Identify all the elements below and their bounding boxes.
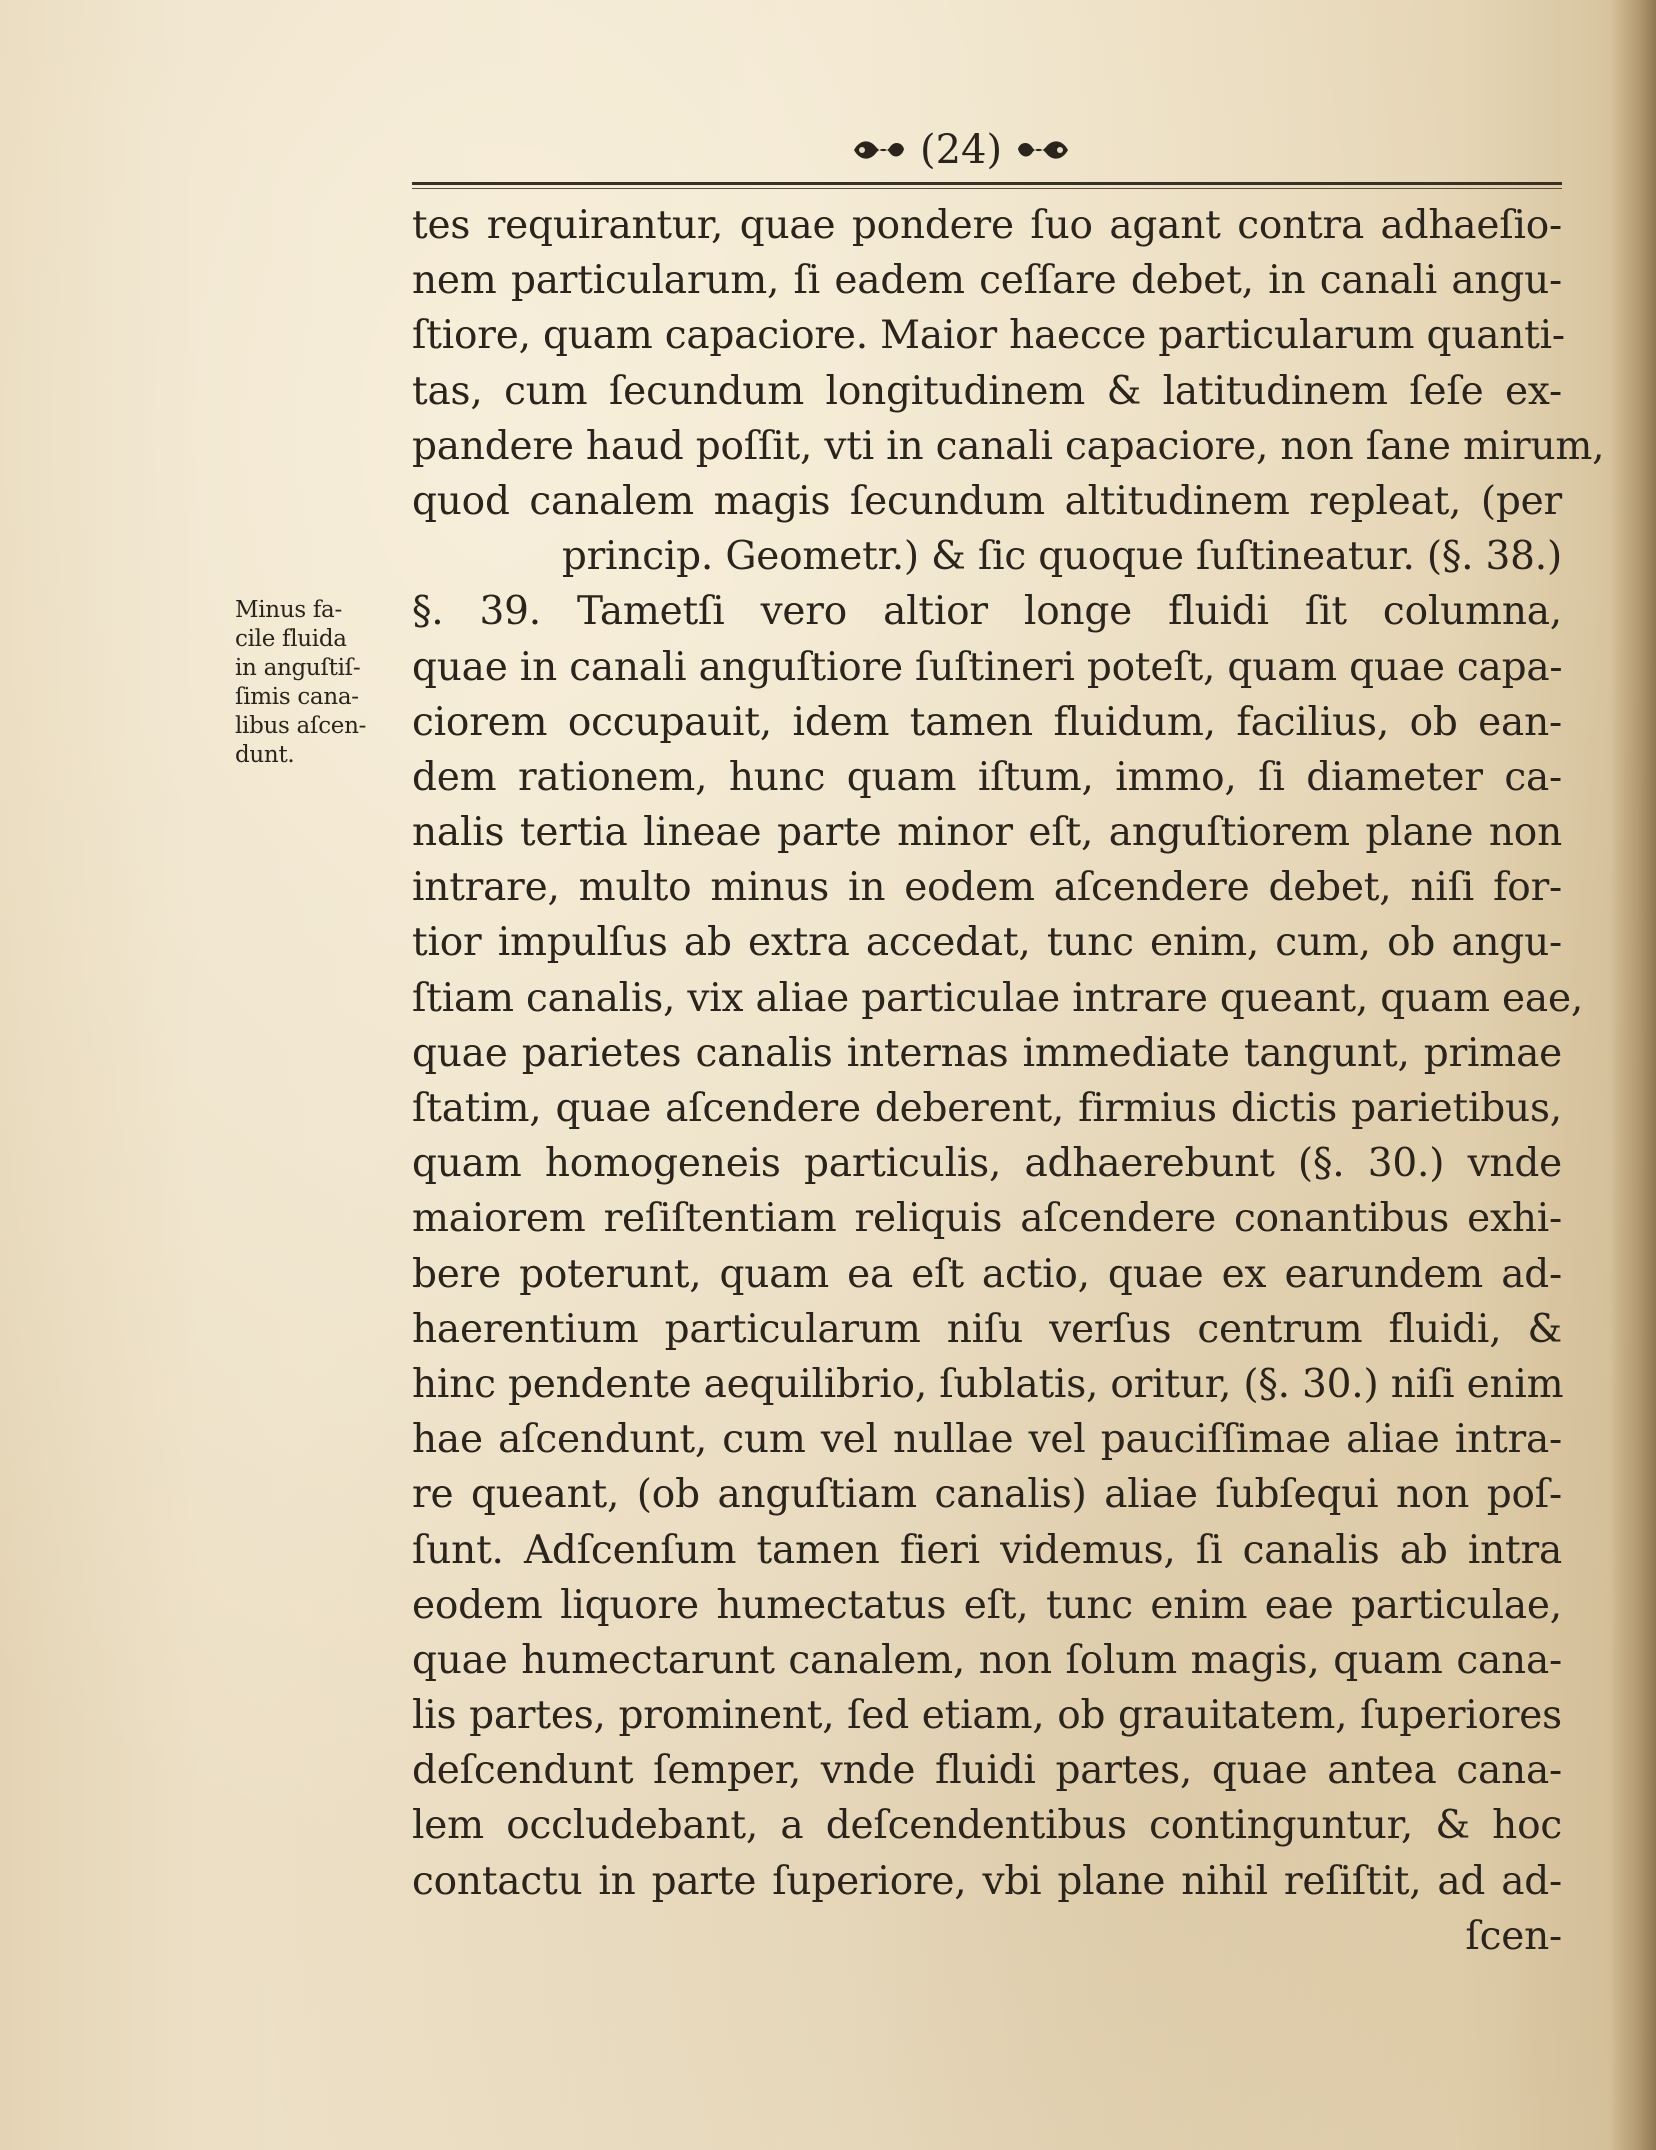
catchword: ſcen- (1465, 1913, 1562, 1959)
text-line: haerentium particularum niſu verſus centrum fluidi, & (412, 1306, 1562, 1352)
text-line: nem particularum, ſi eadem ceſſare debet, in canali angu- (412, 258, 1562, 304)
text-line: quae parietes canalis internas immediate tangunt, primae (412, 1030, 1562, 1076)
text-line: hinc pendente aequilibrio, ſublatis, oritur, (§. 30.) niſi enim (412, 1361, 1564, 1407)
body-text (412, 198, 1605, 1964)
margin-note-line: ſimis cana- (235, 684, 359, 710)
text-line: quae in canali anguſtiore ſuſtineri poteſt, quam quae capa- (412, 644, 1563, 690)
text-line: quam homogeneis particulis, adhaerebunt (§. 30.) vnde (412, 1141, 1562, 1187)
text-line: contactu in parte ſuperiore, vbi plane nihil reſiſtit, ad ad- (412, 1858, 1562, 1904)
margin-note-line: Minus fa- (235, 597, 342, 623)
page-number: (24) (920, 127, 1003, 173)
text-line: intrare, multo minus in eodem aſcendere debet, niſi for- (412, 865, 1562, 911)
header-rule (412, 182, 1562, 185)
text-line: dem rationem, hunc quam iſtum, immo, ſi diameter ca- (412, 754, 1562, 800)
header-rule-thin (412, 188, 1562, 189)
text-line: pandere haud poſſit, vti in canali capaciore, non ſane mirum, (412, 423, 1605, 469)
text-line: lem occludebant, a deſcendentibus continguntur, & hoc (412, 1803, 1562, 1849)
text-line: quod canalem magis ſecundum altitudinem repleat, (per (412, 478, 1562, 524)
text-line: deſcendunt ſemper, vnde fluidi partes, quae antea cana- (412, 1748, 1562, 1794)
text-line: §. 39. Tametſi vero altior longe fluidi ſit columna, (412, 589, 1562, 635)
text-line: bere poterunt, quam ea eſt actio, quae ex earundem ad- (412, 1251, 1562, 1297)
text-line: re queant, (ob anguſtiam canalis) aliae ſubſequi non poſ- (412, 1472, 1562, 1518)
page-gutter-shadow (1610, 0, 1656, 2150)
text-line: eodem liquore humectatus eſt, tunc enim eae particulae, (412, 1582, 1562, 1628)
text-line: lis partes, prominent, ſed etiam, ob grauitatem, ſuperiores (412, 1693, 1562, 1739)
text-line: maiorem reſiſtentiam reliquis aſcendere conantibus exhi- (412, 1196, 1562, 1242)
text-line: tes requirantur, quae pondere ſuo agant contra adhaeſio- (412, 203, 1562, 248)
margin-note-line: dunt. (235, 742, 295, 768)
text-line: ſtiam canalis, vix aliae particulae intrare queant, quam eae, (412, 975, 1584, 1021)
margin-note-line: in anguſtiſ- (235, 655, 361, 681)
text-line: ciorem occupauit, idem tamen fluidum, facilius, ob ean- (412, 699, 1562, 745)
text-line: tas, cum ſecundum longitudinem & latitudinem ſeſe ex- (412, 368, 1562, 414)
fleuron-right-ornament (1014, 133, 1072, 167)
margin-note-line: cile fluida (235, 626, 347, 652)
text-line: ſtiore, quam capaciore. Maior haecce particularum quanti- (412, 313, 1565, 359)
text-line: quae humectarunt canalem, non ſolum magis, quam cana- (412, 1637, 1562, 1683)
text-line: ſtatim, quae aſcendere deberent, firmius dictis parietibus, (412, 1086, 1562, 1131)
text-line: nalis tertia lineae parte minor eſt, anguſtiorem plane non (412, 810, 1562, 856)
margin-note-line: libus aſcen- (235, 713, 367, 739)
fleuron-left-ornament (850, 133, 908, 167)
text-line: ſunt. Adſcenſum tamen fieri videmus, ſi canalis ab intra (412, 1527, 1562, 1573)
text-line: tior impulſus ab extra accedat, tunc enim, cum, ob angu- (412, 920, 1562, 966)
text-line: princip. Geometr.) & ſic quoque ſuſtineatur. (§. 38.) (561, 534, 1562, 580)
text-line: hae aſcendunt, cum vel nullae vel pauciſſimae aliae intra- (412, 1417, 1562, 1463)
marginal-note (235, 596, 405, 770)
page-header (850, 122, 1072, 178)
